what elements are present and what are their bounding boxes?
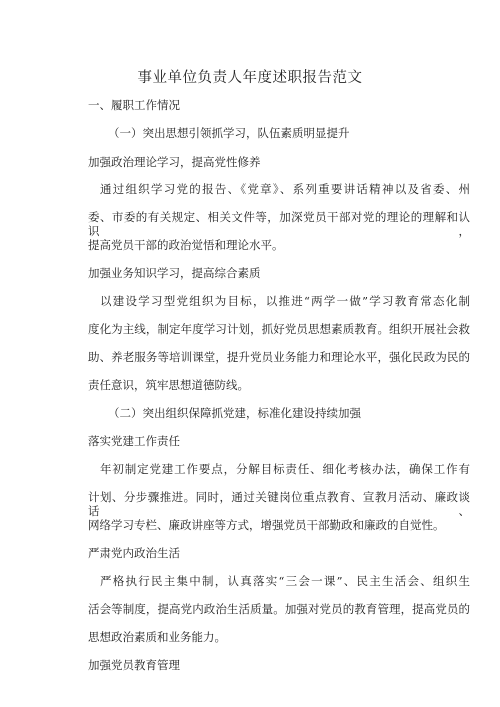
item-heading: 严肃党内政治生活 bbox=[88, 546, 180, 560]
paragraph-line: 计划、分步骤推进。同时，通过关键岗位重点教育、宣教月活动、廉政谈话、 bbox=[88, 490, 470, 518]
paragraph-line: 网络学习专栏、廉政讲座等方式，增强党员干部勤政和廉政的自觉性。 bbox=[88, 518, 445, 532]
paragraph-line: 年初制定党建工作要点，分解目标责任、细化考核办法，确保工作有 bbox=[100, 462, 470, 476]
item-heading: 落实党建工作责任 bbox=[88, 434, 180, 448]
paragraph-line: 委、市委的有关规定、相关文件等，加深党员干部对党的理论的理解和认识， bbox=[88, 210, 470, 238]
paragraph-line: 思想政治素质和业务能力。 bbox=[88, 630, 226, 644]
paragraph-line: 以建设学习型党组织为目标，以推进“两学一做”学习教育常态化制 bbox=[100, 294, 470, 308]
subsection-heading: （一）突出思想引领抓学习，队伍素质明显提升 bbox=[108, 126, 350, 140]
item-heading: 加强政治理论学习，提高党性修养 bbox=[88, 155, 261, 169]
paragraph-line: 助、养老服务等培训课堂，提升党员业务能力和理论水平，强化民政为民的 bbox=[88, 350, 470, 364]
paragraph-line: 提高党员干部的政治觉悟和理论水平。 bbox=[88, 238, 284, 252]
paragraph-line: 通过组织学习党的报告、《党章》、系列重要讲话精神以及省委、州 bbox=[100, 182, 470, 196]
subsection-heading: （二）突出组织保障抓党建，标准化建设持续加强 bbox=[108, 406, 361, 420]
item-heading: 加强党员教育管理 bbox=[88, 658, 180, 672]
section-heading: 一、履职工作情况 bbox=[88, 98, 180, 112]
paragraph-line: 责任意识，筑牢思想道德防线。 bbox=[88, 378, 249, 392]
document-title: 事业单位负责人年度述职报告范文 bbox=[137, 70, 363, 86]
item-heading: 加强业务知识学习，提高综合素质 bbox=[88, 266, 261, 280]
paragraph-line: 度化为主线，制定年度学习计划，抓好党员思想素质教育。组织开展社会救 bbox=[88, 322, 470, 336]
paragraph-line: 严格执行民主集中制，认真落实“三会一课”、民主生活会、组织生 bbox=[100, 574, 470, 588]
paragraph-line: 活会等制度，提高党内政治生活质量。加强对党员的教育管理，提高党员的 bbox=[88, 602, 470, 616]
